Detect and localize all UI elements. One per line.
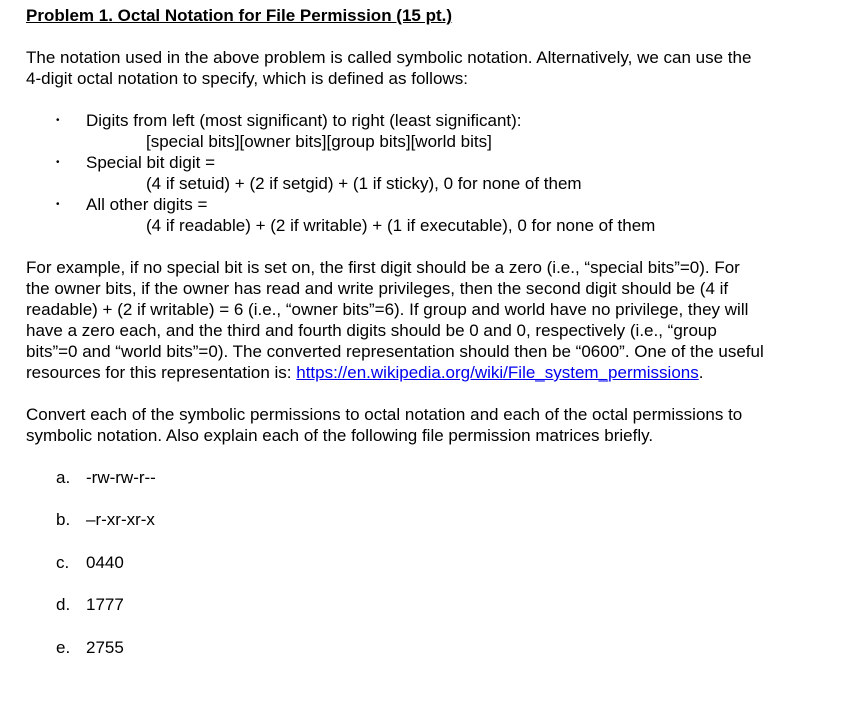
item-marker: e.	[56, 637, 71, 657]
bullet-marker: •	[56, 157, 60, 168]
definition-label: Special bit digit =	[86, 153, 215, 172]
definition-list	[26, 110, 766, 236]
wikipedia-link[interactable]: https://en.wikipedia.org/wiki/File_system_permissions	[296, 363, 699, 382]
bullet-marker: •	[56, 115, 60, 126]
definition-label: Digits from left (most significant) to right (least significant):	[86, 111, 522, 130]
definition-detail: (4 if setuid) + (2 if setgid) + (1 if sticky), 0 for none of them	[146, 174, 582, 193]
definition-label: All other digits =	[86, 195, 208, 214]
permission-value: 2755	[86, 637, 124, 657]
bullet-marker: •	[56, 199, 60, 210]
definition-item-special	[26, 152, 766, 194]
question-item	[26, 594, 766, 615]
definition-item-digits	[26, 110, 766, 152]
question-item	[26, 552, 766, 573]
link-suffix: .	[698, 363, 704, 382]
example-paragraph	[26, 257, 766, 383]
problem-title: Problem 1. Octal Notation for File Permission (15 pt.)	[26, 6, 453, 25]
item-marker: d.	[56, 595, 71, 615]
document-body	[26, 5, 766, 679]
permission-value: –r-xr-xr-x	[86, 510, 155, 530]
definition-detail: (4 if readable) + (2 if writable) + (1 if executable), 0 for none of them	[146, 216, 656, 235]
item-marker: c.	[56, 552, 70, 572]
question-item	[26, 637, 766, 658]
item-marker: a.	[56, 468, 71, 487]
intro-paragraph: The notation used in the above problem is called symbolic notation. Alternatively, we can use the 4-digit octal notation to specify, which is defined as follows:	[26, 48, 752, 88]
permission-value: -rw-rw-r--	[86, 468, 156, 487]
instructions-paragraph: Convert each of the symbolic permissions to octal notation and each of the octal permissions to symbolic notation. Also explain each of the following file permission matrices briefly.	[26, 405, 743, 445]
question-list	[26, 467, 766, 658]
item-marker: b.	[56, 510, 71, 530]
permission-value: 1777	[86, 595, 124, 615]
example-text: For example, if no special bit is set on, the first digit should be a zero (i.e., “special bits”=0). For the owner bits, if the owner has read and write privileges, then the second digit should be (4 if readable) + (2 if writable) = 6 (i.e., “owner bits”=6). If group and world have no privilege, they will have a zero each, and the third and fourth digits should be 0 and 0, respectively (i.e., “group bits”=0 and “world bits”=0). The converted representation should then be “0600”. One of the useful resources for this representation is:	[26, 258, 764, 382]
definition-detail: [special bits][owner bits][group bits][world bits]	[146, 132, 492, 151]
permission-value: 0440	[86, 552, 124, 572]
question-item	[26, 509, 766, 530]
definition-item-other	[26, 194, 766, 236]
question-item	[26, 467, 766, 488]
